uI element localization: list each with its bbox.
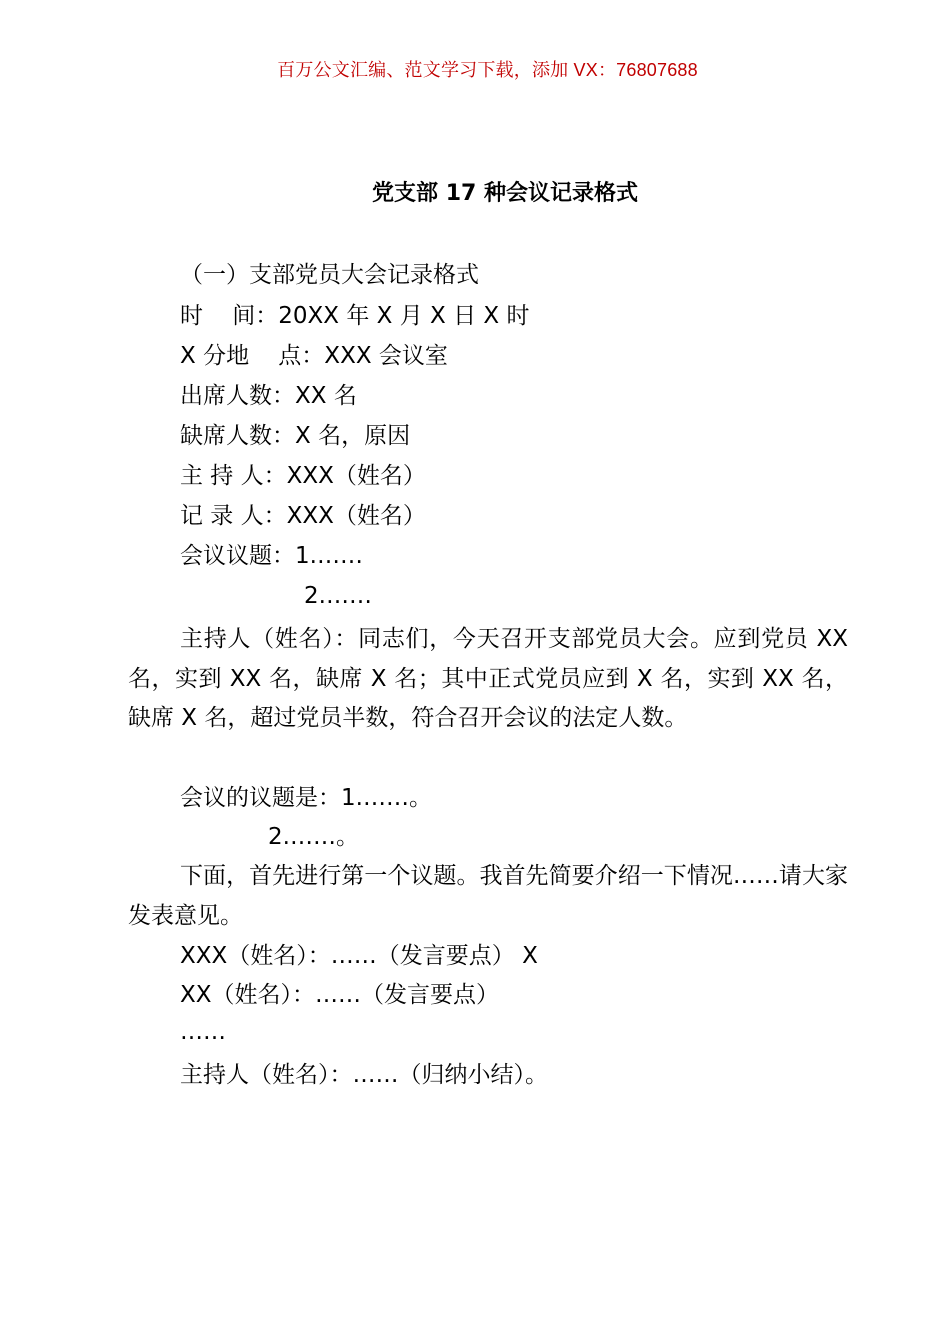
first-topic-paragraph: 下面，首先进行第一个议题。我首先简要介绍一下情况……请大家发表意见。 <box>128 863 848 929</box>
field-place: X 分地 点：XXX 会议室 <box>180 343 448 369</box>
field-host: 主 持 人：XXX（姓名） <box>180 463 426 489</box>
field-absentees: 缺席人数：X 名，原因 <box>180 423 411 449</box>
agenda-item-1: 会议的议题是：1.……。 <box>180 785 432 811</box>
host-opening-paragraph: 主持人（姓名）：同志们，今天召开支部党员大会。应到党员 XX 名，实到 XX 名，缺席 X 名；其中正式党员应到 X 名，实到 XX 名，缺席 X 名，超过党员半数，符合召开会议的法定人数。 <box>128 626 848 731</box>
host-summary: 主持人（姓名）：……（归纳小结）。 <box>180 1062 548 1088</box>
agenda-item-2: 2.……。 <box>268 824 359 850</box>
speaker-line-2: XX（姓名）：……（发言要点） <box>180 982 500 1008</box>
field-topic-2: 2.…… <box>304 583 372 609</box>
header-banner: 百万公文汇编、范文学习下载，添加 VX：76807688 <box>277 60 698 80</box>
ellipsis-line: …… <box>180 1019 226 1045</box>
field-recorder: 记 录 人：XXX（姓名） <box>180 503 426 529</box>
field-topic-1: 会议议题：1.…… <box>180 543 363 569</box>
speaker-line-1: XXX（姓名）：……（发言要点） X <box>180 943 538 969</box>
section-heading: （一）支部党员大会记录格式 <box>180 262 479 288</box>
document-title: 党支部 17 种会议记录格式 <box>372 181 638 206</box>
field-attendees: 出席人数：XX 名 <box>180 383 357 409</box>
field-time: 时 间：20XX 年 X 月 X 日 X 时 <box>180 303 530 329</box>
